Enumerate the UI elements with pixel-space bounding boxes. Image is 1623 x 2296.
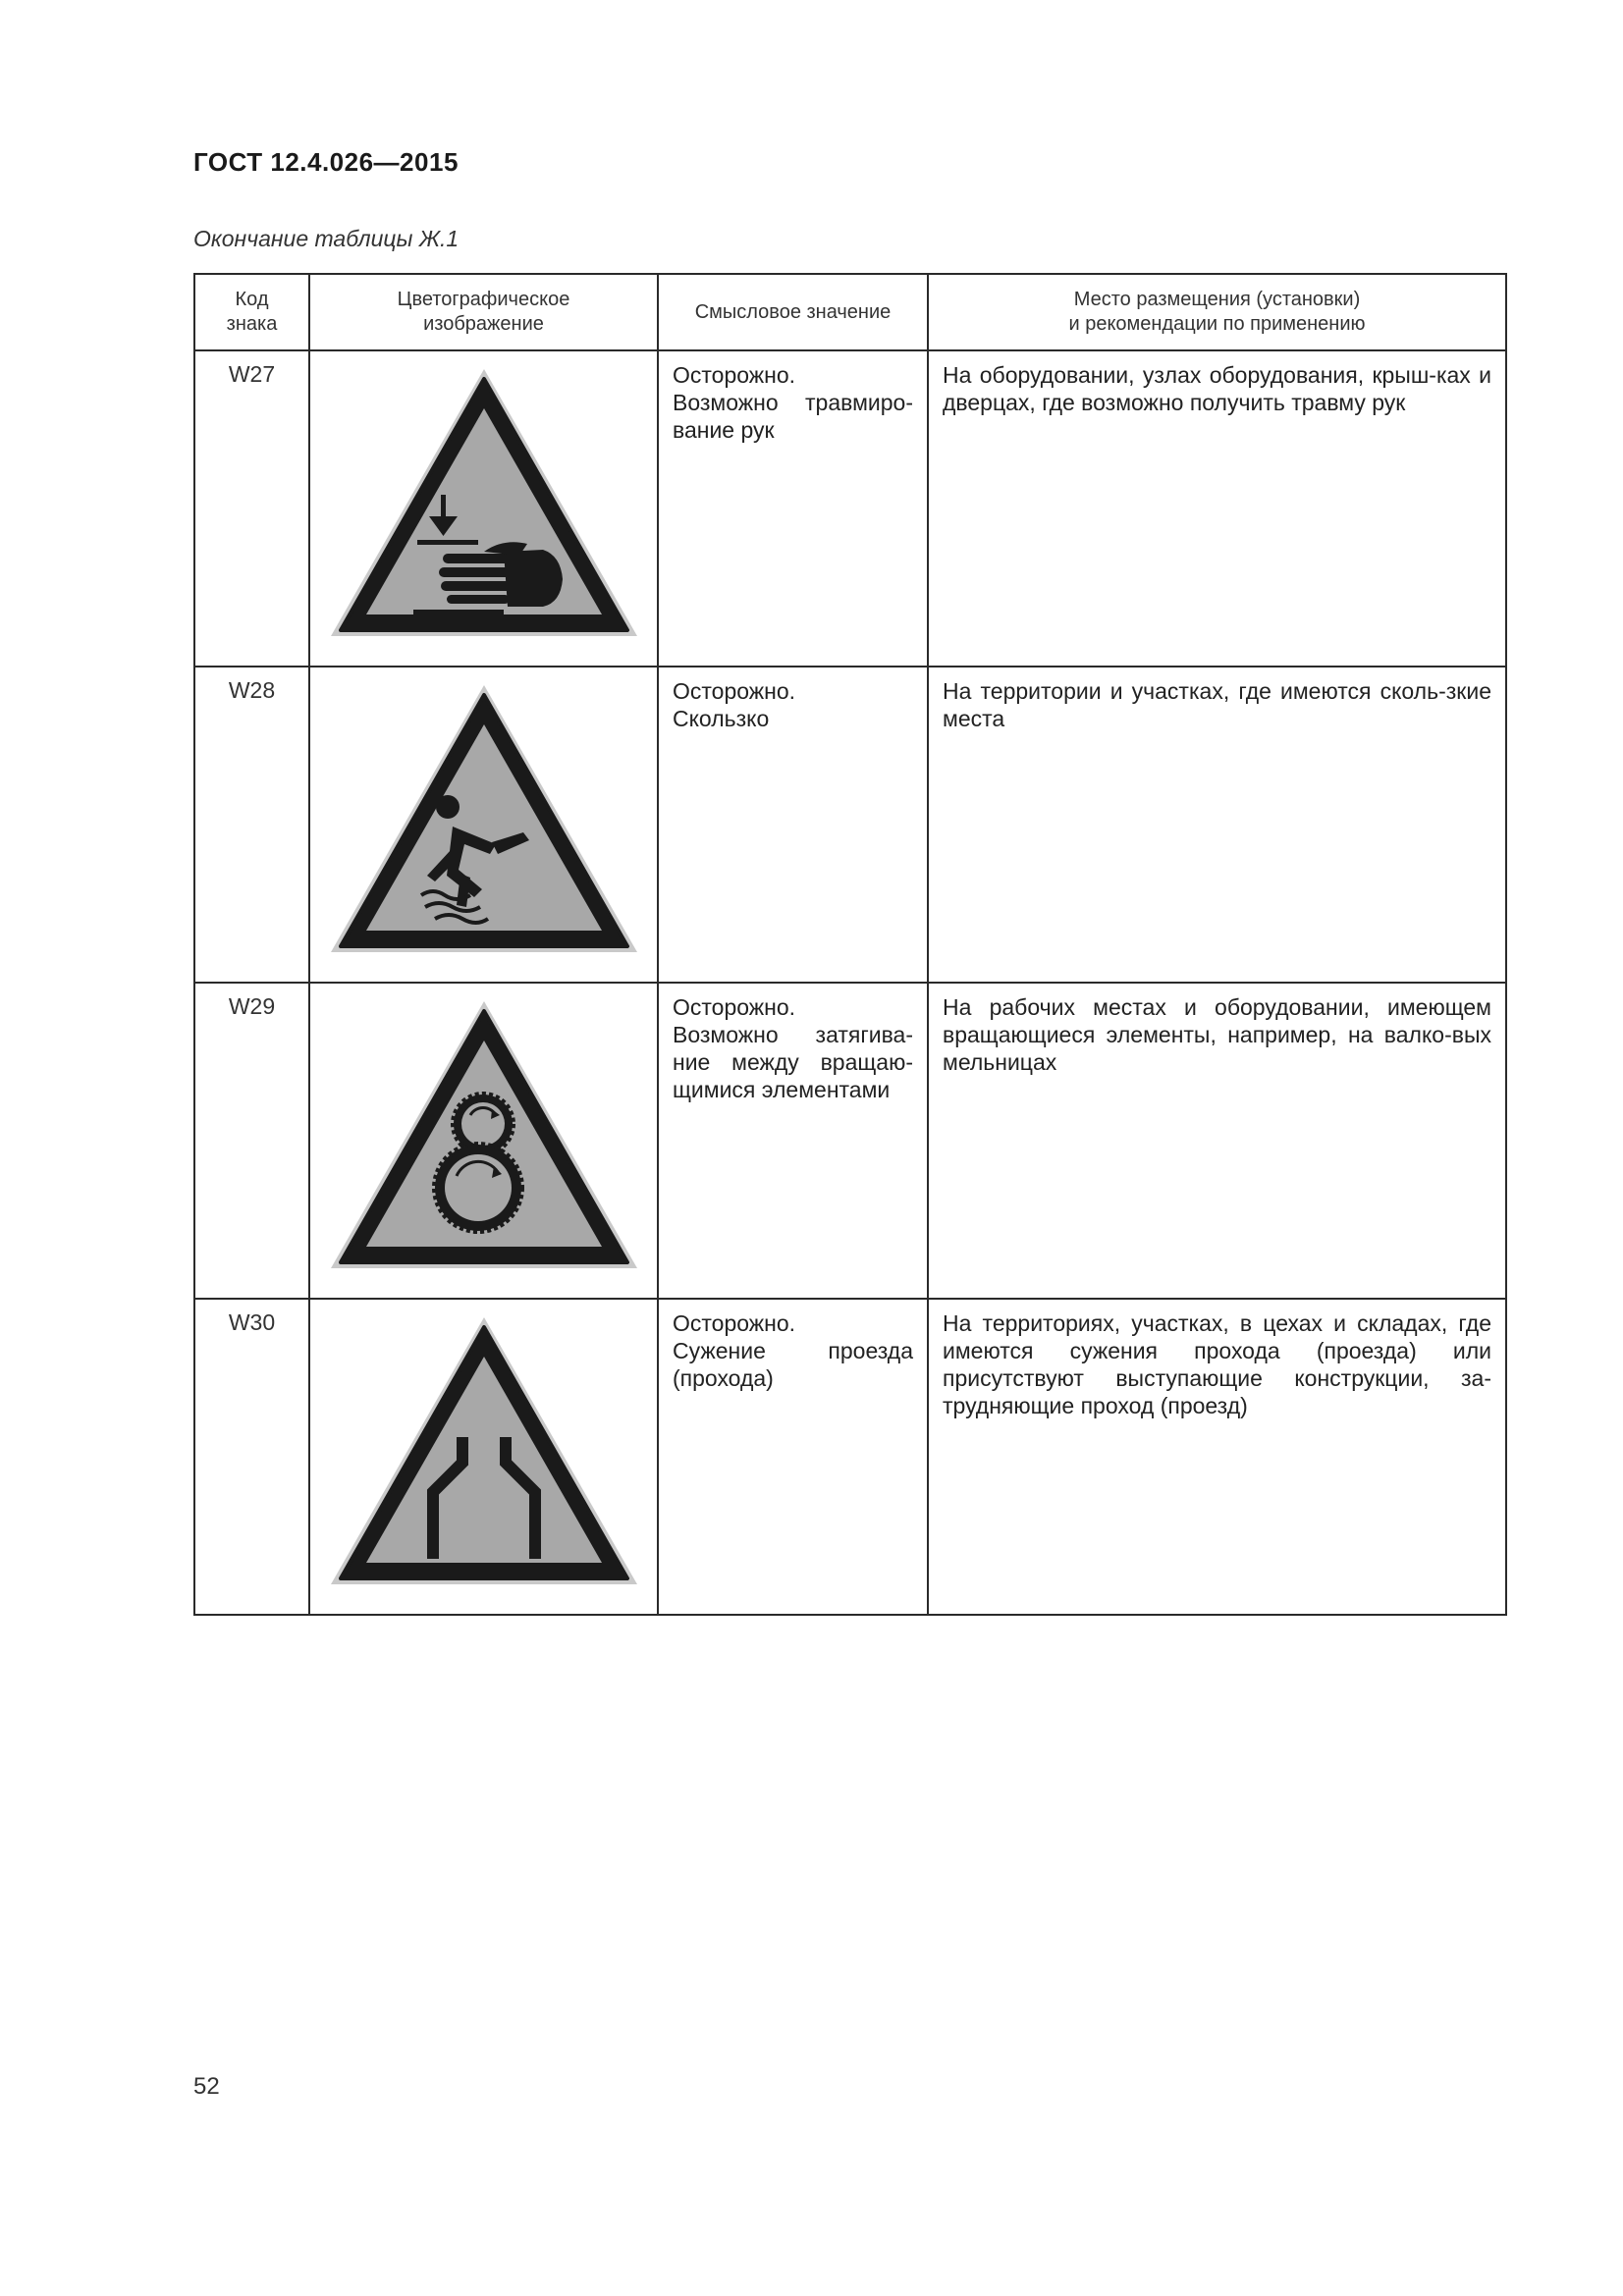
- table-caption: Окончание таблицы Ж.1: [193, 226, 460, 251]
- sign-code: W30: [194, 1299, 309, 1615]
- sign-placement: На рабочих местах и оборудовании, имеющем вращающиеся элементы, например, на валко-вых мельницах: [928, 983, 1506, 1299]
- rotating-elements-warning-icon: [327, 993, 641, 1273]
- table-row: [194, 667, 1506, 983]
- sign-placement: На оборудовании, узлах оборудования, крыш-ках и дверцах, где возможно получить травму рук: [928, 350, 1506, 667]
- sign-placement: На территориях, участках, в цехах и складах, где имеются сужения прохода (проезда) или присутствуют выступающие конструкции, за-трудняющие проход (проезд): [928, 1299, 1506, 1615]
- sign-meaning: Осторожно. Скользко: [658, 667, 928, 983]
- sign-placement: На территории и участках, где имеются сколь-зкие места: [928, 667, 1506, 983]
- warning-signs-table: [193, 273, 1507, 1616]
- sign-image-cell: [309, 667, 658, 983]
- sign-image-cell: [309, 1299, 658, 1615]
- table-row: [194, 983, 1506, 1299]
- column-header-meaning: Смысловое значение: [658, 274, 928, 350]
- page-number: 52: [193, 2073, 220, 2100]
- sign-code: W28: [194, 667, 309, 983]
- sign-image-cell: [309, 350, 658, 667]
- table-row: [194, 1299, 1506, 1615]
- sign-meaning: Осторожно. Сужение проезда (прохода): [658, 1299, 928, 1615]
- column-header-image: Цветографическое изображение: [309, 274, 658, 350]
- road-narrowing-warning-icon: [327, 1309, 641, 1589]
- sign-image-cell: [309, 983, 658, 1299]
- column-header-code: Код знака: [194, 274, 309, 350]
- column-header-placement: Место размещения (установки) и рекомендации по применению: [928, 274, 1506, 350]
- table-row: [194, 350, 1506, 667]
- sign-code: W27: [194, 350, 309, 667]
- sign-meaning: Осторожно. Возможно затягива-ние между вращаю-щимися элементами: [658, 983, 928, 1299]
- sign-meaning: Осторожно. Возможно травмиро-вание рук: [658, 350, 928, 667]
- slippery-surface-warning-icon: [327, 677, 641, 957]
- table-header-row: [194, 274, 1506, 350]
- hand-crush-warning-icon: [327, 361, 641, 641]
- document-standard-title: ГОСТ 12.4.026—2015: [193, 147, 459, 177]
- sign-code: W29: [194, 983, 309, 1299]
